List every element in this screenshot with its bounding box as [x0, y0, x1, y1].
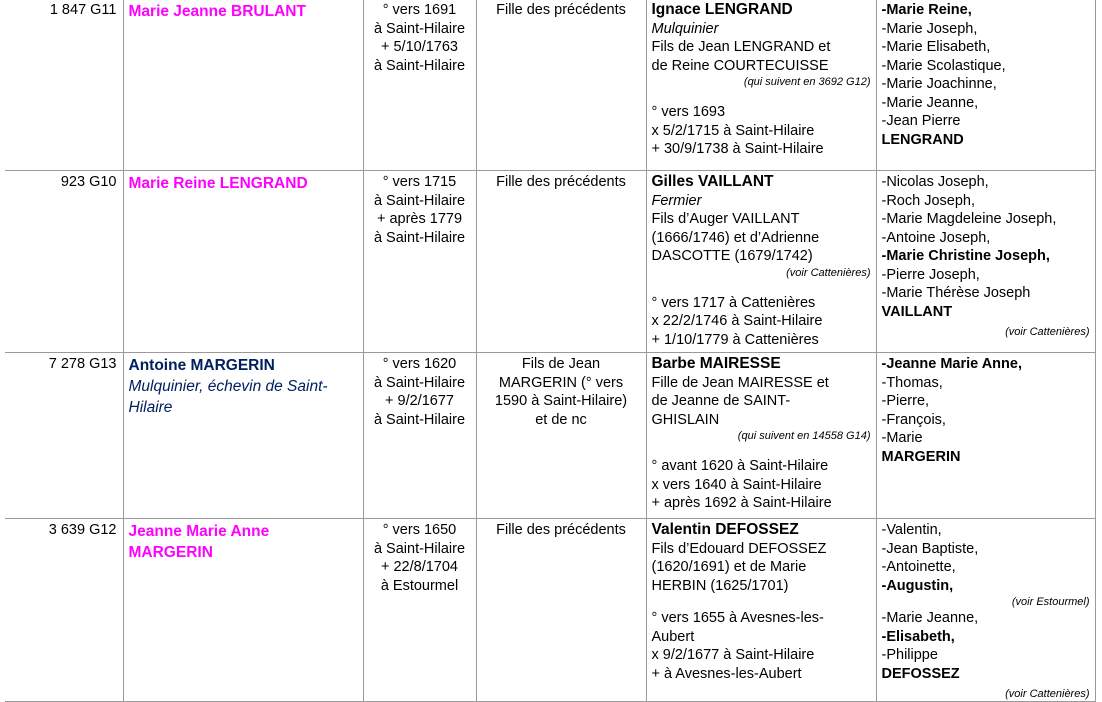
person-name: Antoine MARGERIN	[128, 357, 275, 374]
spouse-event-line: x 22/2/1746 à Saint-Hilaire	[651, 313, 823, 329]
child-name: -Marie Scolastique,	[881, 57, 1006, 74]
child-name: -Pierre,	[881, 393, 930, 409]
spouse-note: (voir Cattenières)	[786, 266, 871, 279]
child-name: LENGRAND	[881, 131, 964, 148]
spouse-cell	[646, 519, 876, 702]
sosa-number: 7 278 G13	[48, 356, 117, 372]
spouse-event-line: ° avant 1620 à Saint-Hilaire	[651, 458, 829, 474]
spouse-desc-line: HERBIN (1625/1701)	[651, 577, 789, 594]
parents-line: Fille des précédents	[496, 174, 626, 190]
child-name: -Marie Reine,	[881, 2, 972, 18]
date-line: à Saint-Hilaire	[373, 411, 466, 428]
sosa-number: 1 847 G11	[49, 2, 117, 18]
parents-line: Fille des précédents	[496, 522, 626, 538]
person-name: Marie Reine LENGRAND	[128, 175, 308, 192]
parents-line: MARGERIN (° vers	[498, 374, 624, 391]
child-name: -Marie	[881, 430, 923, 446]
spouse-desc-line: Fils d’Edouard DEFOSSEZ	[651, 540, 827, 557]
person-dates-cell	[363, 519, 476, 702]
child-name: -Pierre Joseph,	[881, 266, 980, 283]
children-cell	[876, 0, 1095, 171]
date-line: + 5/10/1763	[380, 39, 458, 55]
date-line: à Saint-Hilaire	[373, 374, 466, 391]
spouse-name: Ignace LENGRAND	[651, 1, 793, 18]
child-name: -Marie Joseph,	[881, 20, 978, 37]
spouse-desc-line: Fils d’Auger VAILLANT	[651, 211, 800, 227]
spouse-event-line: ° vers 1655 à Avesnes-les-	[651, 610, 824, 626]
parents-line: 1590 à Saint-Hilaire)	[494, 393, 628, 409]
child-name: DEFOSSEZ	[881, 665, 960, 682]
spouse-event-line: Aubert	[651, 628, 695, 645]
spacer	[652, 89, 871, 103]
person-occupation: Mulquinier, échevin de Saint-Hilaire	[128, 378, 328, 416]
child-name: MARGERIN	[881, 448, 961, 465]
person-cell	[123, 0, 363, 171]
table-row	[5, 519, 1095, 702]
spouse-note: (qui suivent en 14558 G14)	[737, 430, 871, 442]
spouse-desc-line: Fils de Jean LENGRAND et	[651, 39, 831, 55]
child-name: -Marie Christine Joseph,	[881, 248, 1050, 264]
person-cell	[123, 519, 363, 702]
child-name: -Marie Jeanne,	[881, 94, 979, 111]
person-cell	[123, 353, 363, 519]
spouse-event-line: x 9/2/1677 à Saint-Hilaire	[651, 647, 815, 663]
parents-cell	[476, 353, 646, 519]
spouse-note: (qui suivent en 3692 G12)	[743, 76, 871, 88]
spouse-occupation: Mulquinier	[651, 20, 719, 37]
sosa-number: 3 639 G12	[48, 522, 117, 538]
parents-line: Fils de Jean	[521, 356, 601, 372]
date-line: + 22/8/1704	[380, 559, 458, 575]
date-line: ° vers 1715	[382, 174, 457, 190]
parents-cell	[476, 171, 646, 353]
spouse-event-line: ° vers 1693	[651, 104, 726, 120]
genealogy-table	[5, 0, 1096, 702]
table-row	[5, 0, 1095, 171]
child-name: -Valentin,	[881, 522, 942, 538]
table-row	[5, 353, 1095, 519]
spouse-name: Valentin DEFOSSEZ	[651, 521, 799, 538]
child-name: -Augustin,	[881, 577, 954, 594]
spouse-occupation: Fermier	[651, 192, 702, 209]
children-note: (voir Cattenières)	[1005, 326, 1090, 338]
child-name: -Marie Jeanne,	[881, 610, 979, 626]
person-dates-cell	[363, 0, 476, 171]
sosa-number-cell	[5, 0, 123, 171]
child-name: VAILLANT	[881, 303, 953, 320]
child-name: -Elisabeth,	[881, 628, 955, 645]
spouse-cell	[646, 0, 876, 171]
date-line: à Saint-Hilaire	[373, 57, 466, 74]
parents-cell	[476, 519, 646, 702]
child-name: -Marie Elisabeth,	[881, 39, 991, 55]
genealogy-rows	[5, 0, 1095, 702]
child-name: -Marie Joachinne,	[881, 76, 997, 92]
spacer	[652, 595, 871, 609]
person-dates-cell	[363, 353, 476, 519]
date-line: ° vers 1650	[382, 522, 457, 538]
child-name: -Antoine Joseph,	[881, 229, 991, 246]
person-cell	[123, 171, 363, 353]
spouse-event-line: + 30/9/1738 à Saint-Hilaire	[651, 141, 824, 157]
date-line: à Saint-Hilaire	[373, 229, 466, 246]
date-line: + 9/2/1677	[385, 393, 454, 409]
spacer	[652, 443, 871, 457]
child-name: -Jeanne Marie Anne,	[881, 356, 1022, 372]
spouse-cell	[646, 171, 876, 353]
date-line: à Estourmel	[380, 577, 459, 594]
child-name: -Jean Baptiste,	[881, 540, 979, 557]
date-line: + après 1779	[376, 211, 463, 227]
child-name: -Jean Pierre	[881, 113, 961, 129]
children-cell	[876, 519, 1095, 702]
spouse-name: Barbe MAIRESSE	[651, 355, 781, 372]
date-line: à Saint-Hilaire	[373, 540, 466, 557]
child-name: -Marie Magdeleine Joseph,	[881, 211, 1057, 227]
person-dates-cell	[363, 171, 476, 353]
spouse-cell	[646, 353, 876, 519]
children-cell	[876, 353, 1095, 519]
spouse-event-line: + 1/10/1779 à Cattenières	[651, 331, 819, 348]
child-name: -Thomas,	[881, 374, 943, 391]
child-name: -François,	[881, 411, 946, 428]
sosa-number-cell	[5, 519, 123, 702]
spouse-event-line: + après 1692 à Saint-Hilaire	[651, 495, 832, 511]
spacer	[652, 280, 871, 294]
children-cell	[876, 171, 1095, 353]
child-name: -Philippe	[881, 647, 938, 663]
parents-line: et de nc	[535, 411, 587, 428]
children-note: (voir Cattenières)	[1005, 688, 1090, 700]
spouse-desc-line: GHISLAIN	[651, 411, 720, 428]
sosa-number: 923 G10	[60, 174, 117, 190]
spouse-event-line: x 5/2/1715 à Saint-Hilaire	[651, 122, 815, 139]
spouse-event-line: x vers 1640 à Saint-Hilaire	[651, 476, 822, 493]
child-name: -Marie Thérèse Joseph	[881, 285, 1031, 301]
child-name: -Antoinette,	[881, 559, 956, 575]
children-note: (voir Estourmel)	[1011, 596, 1090, 608]
date-line: ° vers 1691	[382, 2, 457, 18]
sosa-number-cell	[5, 171, 123, 353]
date-line: à Saint-Hilaire	[373, 20, 466, 37]
child-name: -Nicolas Joseph,	[881, 174, 989, 190]
sosa-number-cell	[5, 353, 123, 519]
table-row	[5, 171, 1095, 353]
parents-cell	[476, 0, 646, 171]
spouse-desc-line: (1666/1746) et d’Adrienne	[651, 229, 820, 246]
spouse-name: Gilles VAILLANT	[651, 173, 774, 190]
date-line: à Saint-Hilaire	[373, 192, 466, 209]
spouse-desc-line: Fille de Jean MAIRESSE et	[651, 374, 829, 391]
date-line: ° vers 1620	[382, 356, 457, 372]
spouse-desc-line: DASCOTTE (1679/1742)	[651, 248, 813, 264]
spouse-event-line: + à Avesnes-les-Aubert	[651, 665, 802, 682]
spouse-event-line: ° vers 1717 à Cattenières	[651, 294, 816, 311]
spouse-desc-line: (1620/1691) et de Marie	[651, 559, 807, 575]
parents-line: Fille des précédents	[496, 2, 626, 18]
spouse-desc-line: de Reine COURTECUISSE	[651, 57, 829, 74]
person-name: Marie Jeanne BRULANT	[128, 3, 306, 20]
spouse-desc-line: de Jeanne de SAINT-	[651, 393, 791, 409]
person-name: Jeanne Marie Anne MARGERIN	[128, 523, 270, 561]
child-name: -Roch Joseph,	[881, 192, 975, 209]
